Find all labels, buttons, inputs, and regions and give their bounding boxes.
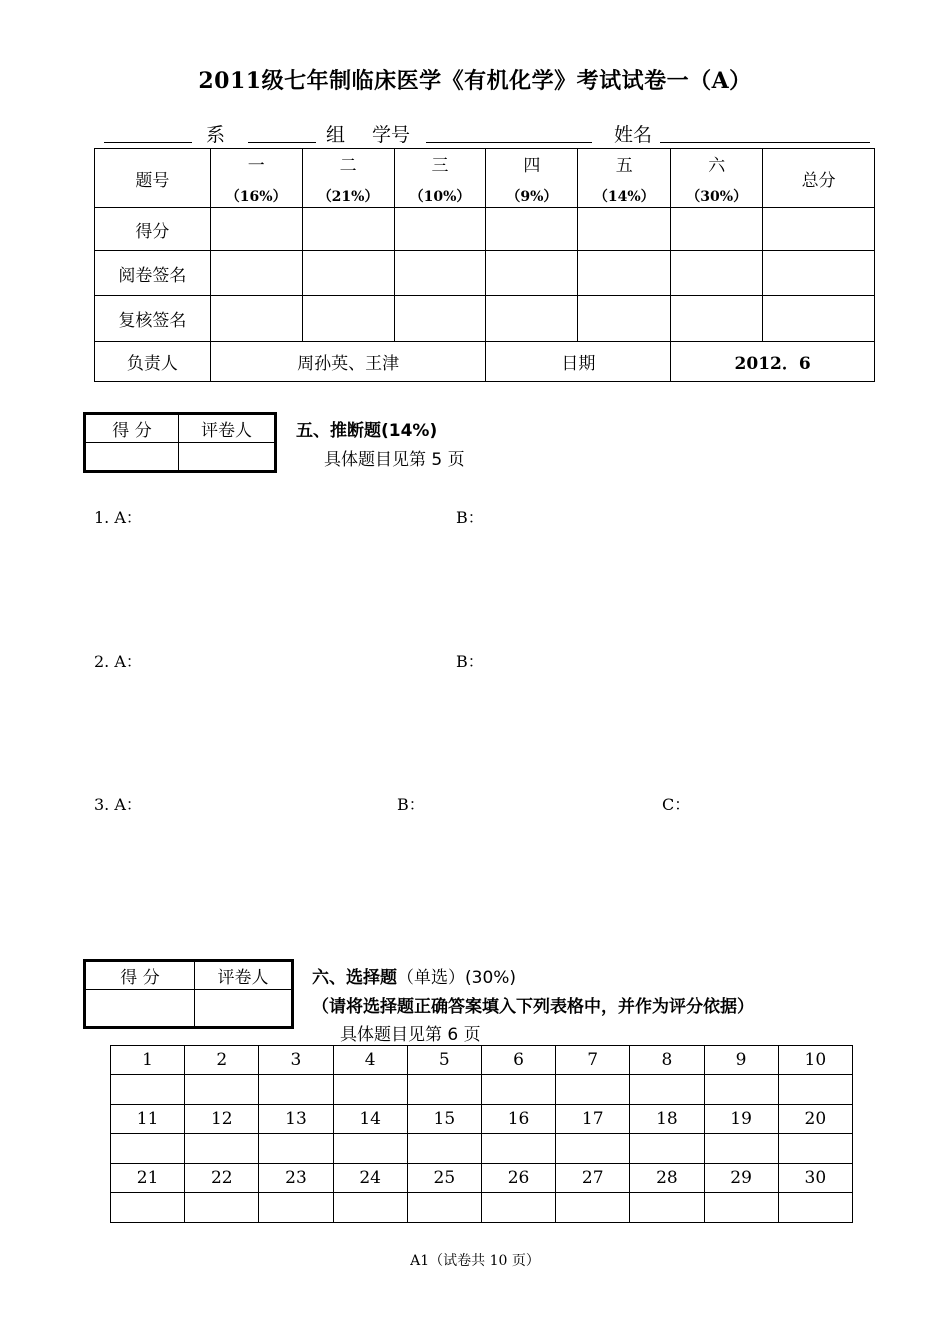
signature-cell[interactable] bbox=[394, 296, 486, 342]
q2-a-label: 2. A： bbox=[94, 652, 142, 671]
signature-cell[interactable] bbox=[302, 296, 394, 342]
answer-input-cell[interactable] bbox=[704, 1193, 778, 1223]
answer-number-cell: 16 bbox=[481, 1105, 555, 1134]
answer-number-cell: 6 bbox=[481, 1046, 555, 1075]
section-col-4: 四 （9%） bbox=[486, 149, 578, 208]
answer-input-cell[interactable] bbox=[556, 1134, 630, 1164]
q2-b-label: B： bbox=[456, 652, 484, 671]
student-id-blank[interactable] bbox=[426, 120, 592, 143]
score-cell[interactable] bbox=[578, 208, 671, 251]
answer-number-cell: 4 bbox=[333, 1046, 407, 1075]
answer-number-row bbox=[111, 1164, 853, 1193]
answer-grid bbox=[110, 1045, 853, 1223]
answer-input-cell[interactable] bbox=[111, 1134, 185, 1164]
answer-input-cell[interactable] bbox=[481, 1193, 555, 1223]
score-cell[interactable] bbox=[302, 208, 394, 251]
signature-cell[interactable] bbox=[671, 296, 763, 342]
answer-input-row bbox=[111, 1075, 853, 1105]
answer-input-cell[interactable] bbox=[259, 1193, 333, 1223]
answer-input-cell[interactable] bbox=[407, 1075, 481, 1105]
answer-input-cell[interactable] bbox=[778, 1193, 852, 1223]
answer-number-cell: 30 bbox=[778, 1164, 852, 1193]
answer-input-row bbox=[111, 1193, 853, 1223]
answer-number-cell: 8 bbox=[630, 1046, 704, 1075]
responsible-row bbox=[95, 342, 875, 382]
student-info-line bbox=[104, 120, 870, 148]
answer-input-cell[interactable] bbox=[333, 1193, 407, 1223]
answer-input-cell[interactable] bbox=[704, 1075, 778, 1105]
answer-input-cell[interactable] bbox=[778, 1075, 852, 1105]
score-cell[interactable] bbox=[763, 208, 875, 251]
answer-input-cell[interactable] bbox=[556, 1075, 630, 1105]
grader-name-label: 评卷人 bbox=[179, 414, 276, 443]
answer-input-row bbox=[111, 1134, 853, 1164]
question-number-label: 题号 bbox=[95, 149, 211, 208]
answer-input-cell[interactable] bbox=[630, 1134, 704, 1164]
score-cell[interactable] bbox=[486, 208, 578, 251]
section5-title: 五、推断题(14%) bbox=[296, 421, 438, 441]
answer-number-cell: 21 bbox=[111, 1164, 185, 1193]
score-cell[interactable] bbox=[671, 208, 763, 251]
grader-score-label: 得 分 bbox=[85, 961, 195, 990]
score-cell[interactable] bbox=[210, 208, 302, 251]
reviewer-signature-row bbox=[95, 296, 875, 342]
signature-cell[interactable] bbox=[763, 296, 875, 342]
score-header-row bbox=[95, 149, 875, 208]
answer-number-cell: 25 bbox=[407, 1164, 481, 1193]
exam-title: 2011级七年制临床医学《有机化学》考试试卷一（A） bbox=[198, 68, 752, 94]
answer-input-cell[interactable] bbox=[185, 1075, 259, 1105]
section-col-1: 一 （16%） bbox=[210, 149, 302, 208]
section-col-2: 二 （21%） bbox=[302, 149, 394, 208]
answer-number-cell: 22 bbox=[185, 1164, 259, 1193]
answer-number-cell: 28 bbox=[630, 1164, 704, 1193]
grader-name-cell[interactable] bbox=[179, 443, 276, 472]
grader-name-cell[interactable] bbox=[195, 990, 293, 1028]
dept-blank[interactable] bbox=[104, 120, 192, 143]
answer-number-cell: 17 bbox=[556, 1105, 630, 1134]
answer-number-cell: 19 bbox=[704, 1105, 778, 1134]
answer-input-cell[interactable] bbox=[704, 1134, 778, 1164]
answer-number-cell: 1 bbox=[111, 1046, 185, 1075]
row-label-marker: 阅卷签名 bbox=[95, 251, 211, 296]
section6-instruction: （请将选择题正确答案填入下列表格中，并作为评分依据） bbox=[312, 997, 754, 1017]
answer-number-cell: 26 bbox=[481, 1164, 555, 1193]
row-label-reviewer: 复核签名 bbox=[95, 296, 211, 342]
answer-number-cell: 15 bbox=[407, 1105, 481, 1134]
answer-input-cell[interactable] bbox=[259, 1075, 333, 1105]
answer-number-cell: 11 bbox=[111, 1105, 185, 1134]
score-row bbox=[95, 208, 875, 251]
signature-cell[interactable] bbox=[302, 251, 394, 296]
signature-cell[interactable] bbox=[578, 251, 671, 296]
grader-score-label: 得 分 bbox=[85, 414, 179, 443]
grader-box-section6 bbox=[83, 959, 294, 1029]
section6-note: 具体题目见第 6 页 bbox=[340, 1025, 481, 1045]
q3-a-label: 3. A： bbox=[94, 795, 142, 814]
q3-b-label: B： bbox=[397, 795, 425, 814]
answer-number-cell: 9 bbox=[704, 1046, 778, 1075]
answer-input-cell[interactable] bbox=[111, 1075, 185, 1105]
signature-cell[interactable] bbox=[578, 296, 671, 342]
student-id-label: 学号 bbox=[372, 124, 411, 146]
answer-number-cell: 18 bbox=[630, 1105, 704, 1134]
answer-number-cell: 14 bbox=[333, 1105, 407, 1134]
signature-cell[interactable] bbox=[763, 251, 875, 296]
responsible-value: 周孙英、王津 bbox=[210, 342, 486, 382]
dept-label: 系 bbox=[206, 124, 226, 146]
answer-number-cell: 2 bbox=[185, 1046, 259, 1075]
name-blank[interactable] bbox=[660, 120, 870, 143]
signature-cell[interactable] bbox=[486, 251, 578, 296]
signature-cell[interactable] bbox=[394, 251, 486, 296]
answer-input-cell[interactable] bbox=[481, 1075, 555, 1105]
answer-number-cell: 12 bbox=[185, 1105, 259, 1134]
answer-number-cell: 27 bbox=[556, 1164, 630, 1193]
date-value: 2012．6 bbox=[671, 342, 875, 382]
section5-note: 具体题目见第 5 页 bbox=[324, 450, 465, 470]
group-label: 组 bbox=[326, 124, 346, 146]
answer-number-cell: 23 bbox=[259, 1164, 333, 1193]
answer-input-cell[interactable] bbox=[630, 1193, 704, 1223]
answer-input-cell[interactable] bbox=[556, 1193, 630, 1223]
answer-number-row bbox=[111, 1046, 853, 1075]
q1-a-label: 1. A： bbox=[94, 508, 142, 527]
page-footer: A1（试卷共 10 页） bbox=[410, 1253, 540, 1269]
marker-signature-row bbox=[95, 251, 875, 296]
answer-input-cell[interactable] bbox=[185, 1193, 259, 1223]
row-label-score: 得分 bbox=[95, 208, 211, 251]
grader-box-section5 bbox=[83, 412, 277, 473]
answer-number-cell: 29 bbox=[704, 1164, 778, 1193]
answer-number-cell: 7 bbox=[556, 1046, 630, 1075]
group-blank[interactable] bbox=[248, 120, 316, 143]
section6-title: 六、选择题（单选）(30%) bbox=[312, 968, 517, 988]
answer-input-cell[interactable] bbox=[778, 1134, 852, 1164]
q3-c-label: C： bbox=[662, 795, 691, 814]
answer-input-cell[interactable] bbox=[111, 1193, 185, 1223]
answer-number-cell: 10 bbox=[778, 1046, 852, 1075]
answer-input-cell[interactable] bbox=[333, 1134, 407, 1164]
section-col-5: 五 （14%） bbox=[578, 149, 671, 208]
answer-number-cell: 20 bbox=[778, 1105, 852, 1134]
answer-number-cell: 5 bbox=[407, 1046, 481, 1075]
answer-number-cell: 24 bbox=[333, 1164, 407, 1193]
q1-b-label: B： bbox=[456, 508, 484, 527]
score-cell[interactable] bbox=[394, 208, 486, 251]
name-label: 姓名 bbox=[614, 124, 653, 146]
answer-input-cell[interactable] bbox=[407, 1193, 481, 1223]
section-col-3: 三 （10%） bbox=[394, 149, 486, 208]
signature-cell[interactable] bbox=[210, 251, 302, 296]
answer-input-cell[interactable] bbox=[630, 1075, 704, 1105]
total-label: 总分 bbox=[763, 149, 875, 208]
score-summary-table bbox=[94, 148, 875, 382]
answer-number-cell: 3 bbox=[259, 1046, 333, 1075]
signature-cell[interactable] bbox=[671, 251, 763, 296]
answer-input-cell[interactable] bbox=[481, 1134, 555, 1164]
answer-input-cell[interactable] bbox=[259, 1134, 333, 1164]
signature-cell[interactable] bbox=[486, 296, 578, 342]
grader-name-label: 评卷人 bbox=[195, 961, 293, 990]
grader-score-cell[interactable] bbox=[85, 443, 179, 472]
signature-cell[interactable] bbox=[210, 296, 302, 342]
answer-number-row bbox=[111, 1105, 853, 1134]
answer-number-cell: 13 bbox=[259, 1105, 333, 1134]
section-col-6: 六 （30%） bbox=[671, 149, 763, 208]
answer-input-cell[interactable] bbox=[407, 1134, 481, 1164]
answer-input-cell[interactable] bbox=[185, 1134, 259, 1164]
answer-input-cell[interactable] bbox=[333, 1075, 407, 1105]
responsible-label: 负责人 bbox=[95, 342, 211, 382]
date-label: 日期 bbox=[486, 342, 671, 382]
grader-score-cell[interactable] bbox=[85, 990, 195, 1028]
